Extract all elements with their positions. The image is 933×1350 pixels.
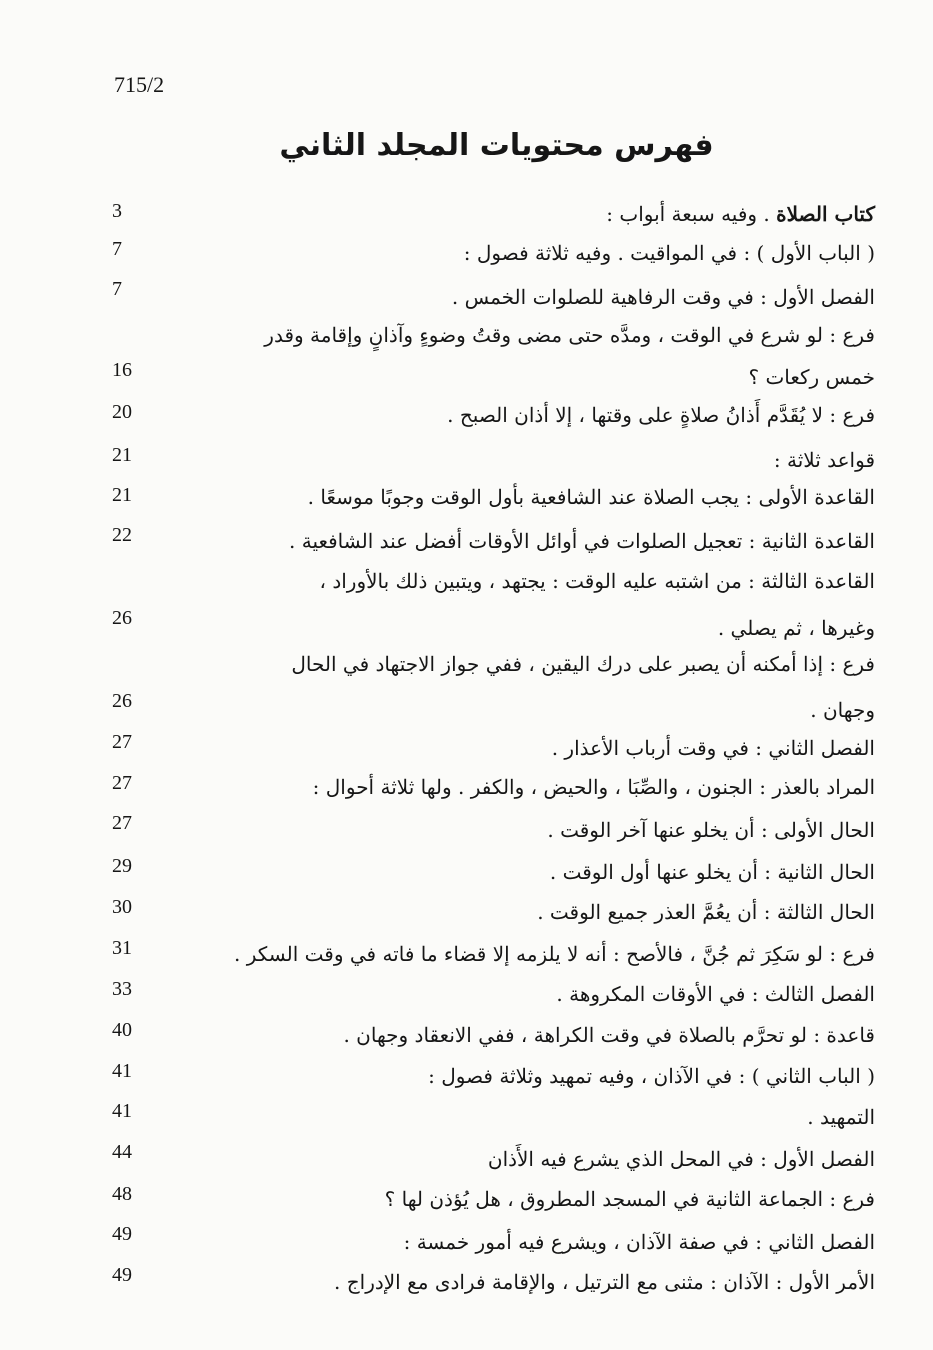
toc-entry: ( الباب الثاني ) : في الآذان ، وفيه تمهيد وثلاثة فصول : [428,1064,875,1088]
toc-page-number: 26 [112,607,132,629]
toc-page-number: 33 [112,978,132,1000]
toc-page-number: 27 [112,812,132,834]
page-title: فهرس محتويات المجلد الثاني [279,128,714,163]
toc-page-number: 40 [112,1019,132,1041]
toc-page-number: 31 [112,937,132,959]
toc-entry: الأمر الأول : الآذان : مثنى مع الترتيل ، والإقامة فرادى مع الإدراج . [334,1270,875,1294]
toc-page-number: 29 [112,855,132,877]
toc-entry: الحال الأولى : أن يخلو عنها آخر الوقت . [547,818,875,842]
toc-entry [606,200,875,228]
toc-entry: فرع : لا يُقَدَّم أَذانُ صلاةٍ على وقتها ، إلا أذان الصبح . [447,403,875,427]
toc-entry-lead: كتاب الصلاة [776,202,875,226]
page-number: 715/2 [114,72,165,97]
toc-page-number: 22 [112,524,132,546]
toc-entry: القاعدة الأولى : يجب الصلاة عند الشافعية بأول الوقت وجوبًا موسعًا . [307,485,875,509]
toc-entry: فرع : لو شرع في الوقت ، ومدَّه حتى مضى وقتُ وضوءٍ وآذانٍ وإقامة وقدر [264,323,875,347]
toc-page-number: 48 [112,1183,132,1205]
toc-entry: الفصل الثالث : في الأوقات المكروهة . [556,982,875,1006]
toc-page-number: 21 [112,484,132,506]
toc-page-number: 27 [112,731,132,753]
toc-entry: الحال الثانية : أن يخلو عنها أول الوقت . [549,860,875,884]
toc-entry: قاعدة : لو تحرَّم بالصلاة في وقت الكراهة ، ففي الانعقاد وجهان . [343,1023,875,1047]
toc-entry: القاعدة الثانية : تعجيل الصلوات في أوائل الأوقات أفضل عند الشافعية . [289,529,875,553]
toc-entry: فرع : إذا أمكنه أن يصبر على درك اليقين ، ففي جواز الاجتهاد في الحال [291,652,875,676]
toc-page-number: 20 [112,401,132,423]
toc-page-number: 16 [112,359,132,381]
toc-page-number: 41 [112,1060,132,1082]
toc-entry-continuation: خمس ركعات ؟ [748,365,875,389]
toc-entry: التمهيد . [807,1105,875,1129]
toc-entry: الفصل الثاني : في وقت أرباب الأعذار . [551,736,875,760]
toc-page-number: 27 [112,772,132,794]
toc-entry: فرع : لو سَكِرَ ثم جُنَّ ، فالأصح : أنه لا يلزمه إلا قضاء ما فاته في وقت السكر . [234,942,875,966]
toc-page-number: 21 [112,444,132,466]
toc-entry: الفصل الأول : في المحل الذي يشرع فيه الأَذان [487,1147,875,1171]
toc-entry: فرع : الجماعة الثانية في المسجد المطروق ، هل يُؤذن لها ؟ [384,1187,875,1211]
toc-page-number: 44 [112,1141,132,1163]
toc-entry-text: . وفيه سبعة أبواب : [606,202,777,226]
toc-entry: الفصل الأول : في وقت الرفاهية للصلوات الخمس . [451,285,875,309]
toc-page-number: 3 [112,200,122,222]
toc-page-number: 30 [112,896,132,918]
toc-entry: المراد بالعذر : الجنون ، والصِّبَا ، والحيض ، والكفر . ولها ثلاثة أحوال : [312,775,875,799]
toc-entry-continuation: وجهان . [810,698,875,722]
toc-entry: القاعدة الثالثة : من اشتبه عليه الوقت : يجتهد ، ويتبين ذلك بالأوراد ، [319,569,875,593]
toc-entry: الفصل الثاني : في صفة الآذان ، ويشرع فيه أمور خمسة : [403,1230,875,1254]
toc-page-number: 26 [112,690,132,712]
toc-page-number: 7 [112,278,122,300]
toc-page-number: 41 [112,1100,132,1122]
toc-page-number: 49 [112,1223,132,1245]
toc-page-number: 7 [112,238,122,260]
toc-page-number: 49 [112,1264,132,1286]
toc-entry: قواعد ثلاثة : [773,448,875,472]
toc-entry: ( الباب الأول ) : في المواقيت . وفيه ثلاثة فصول : [463,241,875,265]
toc-entry-continuation: وغيرها ، ثم يصلي . [717,616,875,640]
toc-entry: الحال الثالثة : أن يعُمَّ العذر جميع الوقت . [537,900,875,924]
